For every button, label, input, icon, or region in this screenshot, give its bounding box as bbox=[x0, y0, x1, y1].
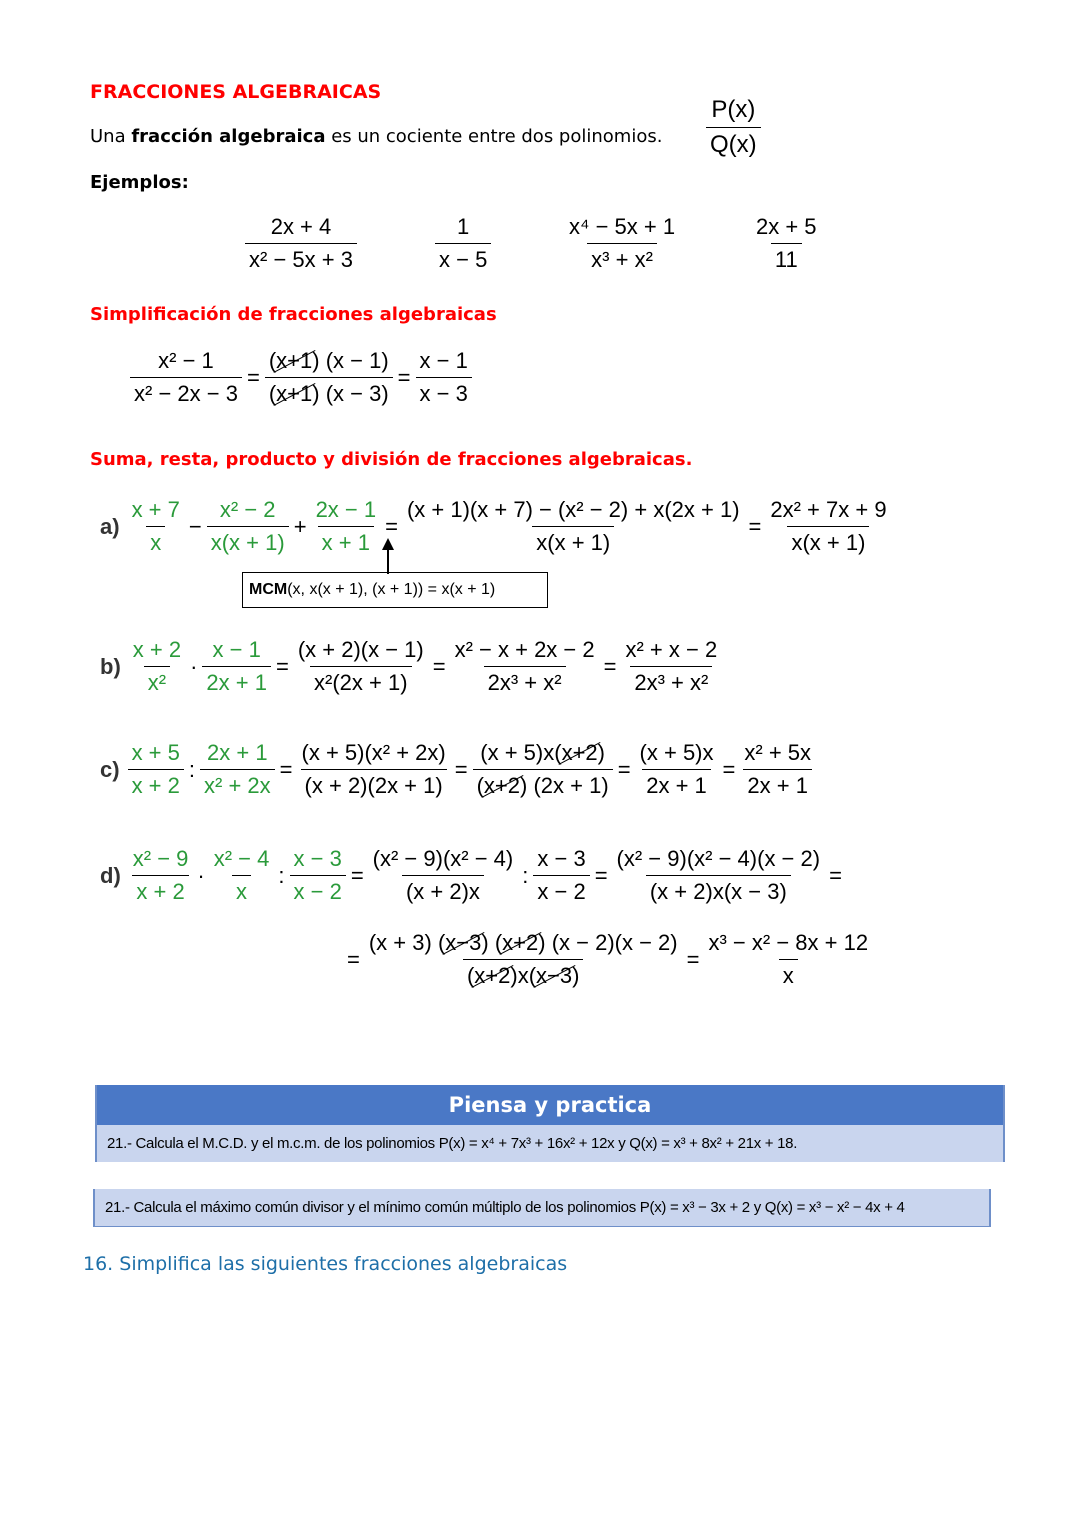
op-d-l2-num-a: (x + 3) bbox=[368, 930, 432, 955]
op-b-t1-num: x + 2 bbox=[132, 637, 182, 662]
op-c-r3-den: 2x + 1 bbox=[642, 769, 711, 799]
op-d-t2-den: x bbox=[232, 875, 251, 905]
op-d-label: d) bbox=[100, 862, 121, 888]
op-d-l2-den-b: x bbox=[517, 963, 529, 988]
example-3-num: x⁴ − 5x + 1 bbox=[569, 214, 676, 239]
op-c-r1-den: (x + 2)(2x + 1) bbox=[301, 769, 447, 799]
simp-f1-num: x² − 1 bbox=[158, 348, 214, 373]
op-d-r3-den: x bbox=[779, 959, 798, 989]
op-c-r4-den: 2x + 1 bbox=[743, 769, 812, 799]
arrow-up-icon bbox=[378, 538, 398, 574]
operations-title: Suma, resta, producto y división de fracciones algebraicas. bbox=[90, 449, 693, 470]
op-c-r3-num: (x + 5)x bbox=[639, 740, 714, 765]
examples-label: Ejemplos: bbox=[90, 172, 189, 193]
example-4-num: 2x + 5 bbox=[756, 214, 817, 239]
simp-f2-num-b: (x − 1) bbox=[325, 348, 389, 373]
mcm-rest: (x, x(x + 1), (x + 1)) = x(x + 1) bbox=[287, 581, 496, 598]
op-d-t1-num: x² − 9 bbox=[132, 846, 189, 871]
op-b-r1-den: x²(2x + 1) bbox=[310, 666, 412, 696]
op-d-row-1: d) $\frac{\text{x² − 9}}{x + 2}$ · $\frac{\text{x² − 4}}{x}$ : $\frac{x - 3}{x - 2}$ = $\frac{\text{(x² − 9)(x² − 4)}}{(x + 2)x}$ : $\frac{x - 3}{x - 2}$ = $\frac{\text{(x² − 9)(x² − 4)(x − 2)}}{(x + 2)x(x - 3)}$ = bbox=[100, 846, 842, 904]
op-d-t3-num: x − 3 bbox=[293, 846, 342, 871]
op-a-t2-num: x² − 2 bbox=[219, 497, 276, 522]
practice-box-exercise: 21.- Calcula el M.C.D. y el m.c.m. de los polinomios P(x) = x⁴ + 7x³ + 16x² + 12x y Q(x) = x³ + 8x² + 21x + 18. bbox=[97, 1125, 1003, 1162]
simp-f2-den-a: (x+1) bbox=[268, 381, 320, 406]
op-a-r2-num: 2x² + 7x + 9 bbox=[770, 497, 887, 522]
op-a-r1-num: (x + 1)(x + 7) − (x² − 2) + x(2x + 1) bbox=[406, 497, 740, 522]
op-d-r3-num: x³ − x² − 8x + 12 bbox=[708, 930, 869, 955]
op-d-r2-num: (x² − 9)(x² − 4)(x − 2) bbox=[616, 846, 821, 871]
practice-box-header: Piensa y practica bbox=[97, 1085, 1003, 1125]
example-3-den: x³ + x² bbox=[587, 243, 657, 273]
op-d-r1-den: (x + 2)x bbox=[402, 875, 484, 905]
op-d-t1-den: x + 2 bbox=[132, 875, 188, 905]
op-d-l2-den-a: (x+2) bbox=[466, 963, 518, 988]
op-a-r2-den: x(x + 1) bbox=[787, 526, 869, 556]
mcm-box bbox=[242, 572, 548, 608]
op-c-r1-num: (x + 5)(x² + 2x) bbox=[301, 740, 446, 765]
simp-f2-den-b: (x − 3) bbox=[325, 381, 389, 406]
op-a-label: a) bbox=[100, 513, 120, 539]
op-c-t2-num: 2x + 1 bbox=[207, 740, 268, 765]
op-d-r1b-den: x − 2 bbox=[533, 875, 589, 905]
definition-bold: fracción algebraica bbox=[131, 126, 326, 147]
op-b-label: b) bbox=[100, 653, 121, 679]
op-b-r3-den: 2x³ + x² bbox=[630, 666, 712, 696]
op-b-r2-den: 2x³ + x² bbox=[484, 666, 566, 696]
example-1 bbox=[245, 214, 357, 273]
definition-suffix: es un cociente entre dos polinomios. bbox=[325, 126, 663, 147]
op-d-t3-den: x − 2 bbox=[290, 875, 346, 905]
op-d-row-2: = $\frac{(x + 3) (x-3) (x+2) (x - 2)(x - 2)}{(x+2)x(x-3)}$ = $\frac{\text{x³ − x² − 8x + 12}}{x}$ bbox=[342, 930, 872, 989]
example-1-num: 2x + 4 bbox=[270, 214, 332, 239]
op-a-t3-den: x + 1 bbox=[318, 526, 374, 556]
op-d-r1-num: (x² − 9)(x² − 4) bbox=[372, 846, 514, 871]
simplification-row: $\frac{\text{x² − 1}}{\text{x² − 2x − 3}}$ = $\frac{(x+1) (x - 1)}{(x+1) (x - 3)}$ = $\frac{x - 1}{x - 3}$ bbox=[130, 348, 472, 407]
op-b-t2-num: x − 1 bbox=[212, 637, 261, 662]
section-title: FRACCIONES ALGEBRAICAS bbox=[90, 81, 382, 103]
general-fraction-num: P(x) bbox=[711, 96, 756, 123]
op-d-r2-den: (x + 2)x(x − 3) bbox=[646, 875, 791, 905]
op-d-t2-num: x² − 4 bbox=[213, 846, 270, 871]
op-c-t1-num: x + 5 bbox=[131, 740, 180, 765]
simp-f1-den: x² − 2x − 3 bbox=[130, 377, 242, 407]
op-d-l2-num-d: (x − 2)(x − 2) bbox=[551, 930, 678, 955]
op-d-l2-den-c: (x−3) bbox=[528, 963, 580, 988]
example-4-den: 11 bbox=[771, 243, 802, 273]
simplification-title: Simplificación de fracciones algebraicas bbox=[90, 304, 497, 325]
op-d-l2-num-b: (x−3) bbox=[437, 930, 489, 955]
exercise-16: 16. Simplifica las siguientes fracciones algebraicas bbox=[83, 1253, 568, 1275]
example-4 bbox=[752, 214, 821, 273]
op-a-t1-den: x bbox=[146, 526, 165, 556]
op-d-r1b-num: x − 3 bbox=[537, 846, 586, 871]
practice-box bbox=[95, 1085, 1005, 1162]
op-a-row: a) $\frac{x + 7}{x}$ − $\frac{\text{x² − 2}}{x(x + 1)}$ + $\frac{2x - 1}{x + 1}$ = $\frac{\text{(x + 1)(x + 7) − (x² − 2) + x(2x + 1)}}{x(x + 1)}$ = $\frac{\text{2x² + 7x + 9}}{x(x + 1)}$ bbox=[100, 497, 891, 556]
op-d-l2-num-c: (x+2) bbox=[494, 930, 546, 955]
simp-f3-den: x − 3 bbox=[416, 377, 472, 407]
op-a-r1-den: x(x + 1) bbox=[532, 526, 614, 556]
op-b-r1-num: (x + 2)(x − 1) bbox=[297, 637, 424, 662]
example-2-den: x − 5 bbox=[435, 243, 491, 273]
op-c-t1-den: x + 2 bbox=[128, 769, 184, 799]
definition-text bbox=[90, 126, 662, 147]
op-b-t1-den: x² bbox=[144, 666, 170, 696]
example-3 bbox=[565, 214, 679, 273]
op-c-r2-den-a: (x+2) bbox=[476, 773, 528, 798]
op-c-r2-den-b: (2x + 1) bbox=[533, 773, 609, 798]
op-a-t1-num: x + 7 bbox=[131, 497, 180, 522]
op-c-label: c) bbox=[100, 756, 120, 782]
op-b-r2-num: x² − x + 2x − 2 bbox=[454, 637, 595, 662]
op-c-r4-num: x² + 5x bbox=[744, 740, 812, 765]
mcm-bold: MCM bbox=[249, 581, 288, 598]
op-b-t2-den: 2x + 1 bbox=[202, 666, 271, 696]
definition-prefix: Una bbox=[90, 126, 132, 147]
op-b-r3-num: x² + x − 2 bbox=[625, 637, 718, 662]
op-c-row: c) $\frac{x + 5}{x + 2}$ : $\frac{2x + 1}{\text{x² + 2x}}$ = $\frac{\text{(x + 5)(x² + 2x)}}{(x + 2)(2x + 1)}$ = $\frac{(x + 5)x(x+2)}{(x+2) (2x + 1)}$ = $\frac{(x + 5)x}{2x + 1}$ = $\frac{\text{x² + 5x}}{2x + 1}$ bbox=[100, 740, 815, 799]
simp-f2-num-a: (x+1) bbox=[268, 348, 320, 373]
example-2 bbox=[435, 214, 491, 273]
example-1-den: x² − 5x + 3 bbox=[245, 243, 357, 273]
example-2-num: 1 bbox=[457, 214, 470, 239]
op-a-t3-num: 2x − 1 bbox=[315, 497, 377, 522]
op-c-t2-den: x² + 2x bbox=[200, 769, 275, 799]
exercise-box-2: 21.- Calcula el máximo común divisor y el mínimo común múltiplo de los polinomios P(x) = x³ − 3x + 2 y Q(x) = x³ − x² − 4x + 4 bbox=[93, 1189, 991, 1227]
general-fraction bbox=[706, 96, 761, 159]
op-c-r2-num-b: (x+2) bbox=[554, 740, 605, 765]
op-c-r2-num-a: (x + 5)x bbox=[480, 740, 555, 765]
general-fraction-den: Q(x) bbox=[706, 127, 761, 159]
op-a-t2-den: x(x + 1) bbox=[207, 526, 289, 556]
simp-f3-num: x − 1 bbox=[419, 348, 468, 373]
op-b-row: b) $\frac{x + 2}{\text{x²}}$ · $\frac{x - 1}{2x + 1}$ = $\frac{(x + 2)(x - 1)}{\text{x²(2x + 1)}}$ = $\frac{\text{x² − x + 2x − 2}}{\text{2x³ + x²}}$ = $\frac{\text{x² + x − 2}}{\text{2x³ + x²}}$ bbox=[100, 637, 721, 696]
